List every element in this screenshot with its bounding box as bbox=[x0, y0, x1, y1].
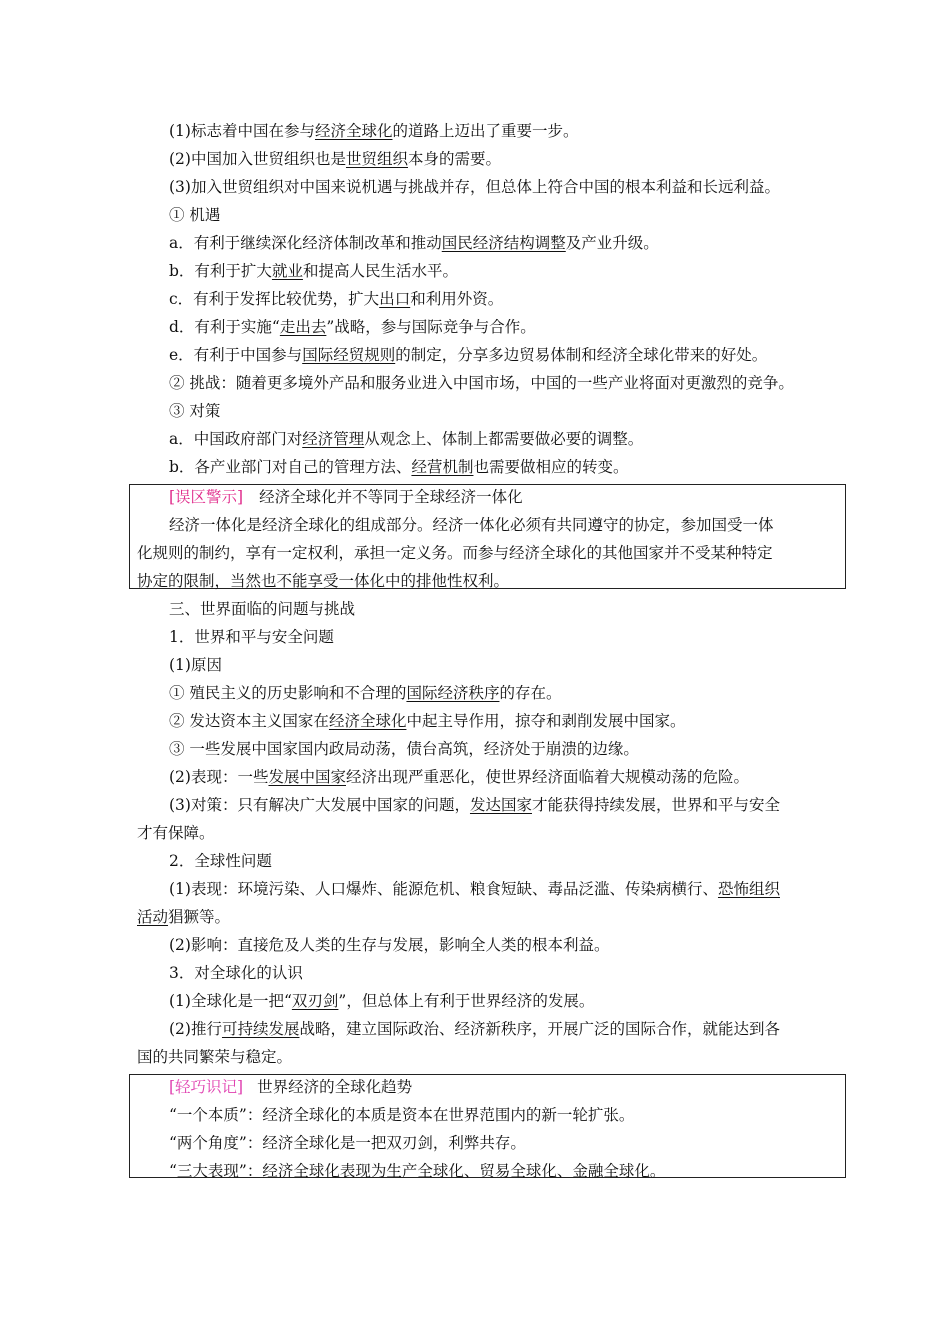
text-line: (2)影响：直接危及人类的生存与发展，影响全人类的根本利益。 bbox=[169, 936, 610, 954]
text-line: 活动猖獗等。 bbox=[137, 908, 231, 926]
section-heading: 三、世界面临的问题与挑战 bbox=[169, 600, 356, 618]
text-line: (2)推行可持续发展战略，建立国际政治、经济新秩序，开展广泛的国际合作，就能达到各 bbox=[169, 1020, 780, 1038]
tip-title: [轻巧识记] 世界经济的全球化趋势 bbox=[169, 1078, 413, 1096]
text-line: (1)表现：环境污染、人口爆炸、能源危机、粮食短缺、毒品泛滥、传染病横行、恐怖组织 bbox=[169, 880, 780, 898]
text-line: (3)加入世贸组织对中国来说机遇与挑战并存，但总体上符合中国的根本利益和长远利益。 bbox=[169, 178, 780, 196]
text-line: 化规则的制约，享有一定权利，承担一定义务。而参与经济全球化的其他国家并不受某种特定 bbox=[137, 544, 773, 562]
text-line: a．中国政府部门对经济管理从观念上、体制上都需要做必要的调整。 bbox=[169, 430, 644, 448]
text-line: (3)对策：只有解决广大发展中国家的问题，发达国家才能获得持续发展，世界和平与安全 bbox=[169, 796, 780, 814]
text-line: 协定的限制，当然也不能享受一体化中的排他性权利。 bbox=[137, 572, 510, 590]
text-line: (2)表现：一些发展中国家经济出现严重恶化，使世界经济面临着大规模动荡的危险。 bbox=[169, 768, 749, 786]
text-line: “一个本质”：经济全球化的本质是资本在世界范围内的新一轮扩张。 bbox=[169, 1106, 635, 1124]
text-line: ② 发达资本主义国家在经济全球化中起主导作用，掠夺和剥削发展中国家。 bbox=[169, 712, 686, 730]
text-line: b．有利于扩大就业和提高人民生活水平。 bbox=[169, 262, 458, 280]
text-line: (2)中国加入世贸组织也是世贸组织本身的需要。 bbox=[169, 150, 501, 168]
text-line: d．有利于实施“走出去”战略，参与国际竞争与合作。 bbox=[169, 318, 536, 336]
text-line: c．有利于发挥比较优势，扩大出口和利用外资。 bbox=[169, 290, 504, 308]
subheading: 3．对全球化的认识 bbox=[169, 964, 303, 982]
text-line: a．有利于继续深化经济体制改革和推动国民经济结构调整及产业升级。 bbox=[169, 234, 659, 252]
warning-tag: [误区警示] bbox=[169, 488, 244, 506]
subheading: 1．世界和平与安全问题 bbox=[169, 628, 334, 646]
text-line: b．各产业部门对自己的管理方法、经营机制也需要做相应的转变。 bbox=[169, 458, 629, 476]
text-line: ③ 对策 bbox=[169, 402, 221, 420]
text-line: ① 殖民主义的历史影响和不合理的国际经济秩序的存在。 bbox=[169, 684, 562, 702]
text-line: ① 机遇 bbox=[169, 206, 221, 224]
text-line: (1)全球化是一把“双刃剑”，但总体上有利于世界经济的发展。 bbox=[169, 992, 595, 1010]
text-line: ③ 一些发展中国家国内政局动荡，债台高筑，经济处于崩溃的边缘。 bbox=[169, 740, 639, 758]
text-line: ② 挑战：随着更多境外产品和服务业进入中国市场，中国的一些产业将面对更激烈的竞争。 bbox=[169, 374, 794, 392]
text-line: 才有保障。 bbox=[137, 824, 215, 842]
text-line: (1)标志着中国在参与经济全球化的道路上迈出了重要一步。 bbox=[169, 122, 579, 140]
tip-tag: [轻巧识记] bbox=[169, 1078, 244, 1096]
subheading: 2．全球性问题 bbox=[169, 852, 272, 870]
text-line: (1)原因 bbox=[169, 656, 222, 674]
text-line: 经济一体化是经济全球化的组成部分。经济一体化必须有共同遵守的协定，参加国受一体 bbox=[169, 516, 774, 534]
text-line: “两个角度”：经济全球化是一把双刃剑，利弊共存。 bbox=[169, 1134, 526, 1152]
warning-title: [误区警示] 经济全球化并不等同于全球经济一体化 bbox=[169, 488, 523, 506]
text-line: “三大表现”：经济全球化表现为生产全球化、贸易全球化、金融全球化。 bbox=[169, 1162, 666, 1180]
text-line: 国的共同繁荣与稳定。 bbox=[137, 1048, 293, 1066]
text-line: e．有利于中国参与国际经贸规则的制定，分享多边贸易体制和经济全球化带来的好处。 bbox=[169, 346, 768, 364]
